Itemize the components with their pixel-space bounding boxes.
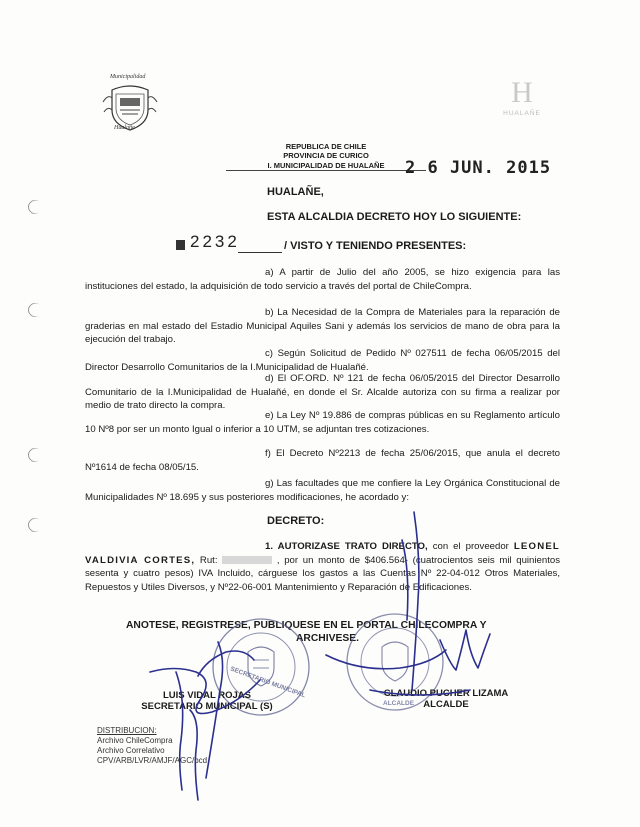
crest-bottom-text: Hualañe — [114, 125, 135, 131]
signatory-right-name: CLAUDIO PUCHER LIZAMA — [383, 688, 509, 699]
header-line-2: PROVINCIA DE CURICO — [283, 151, 369, 160]
paragraph-b-text: b) La Necesidad de la Compra de Materiales para la reparación de graderias en mal estado del Estadio Municipal Aquiles Sani y además los servicios de mano de obra para la ejecución del trabajo. — [85, 307, 560, 345]
article-1-body-2: , por un monto de $406.564- (cuatrocientos seis mil quinientos sesenta y cuatro pesos) IVA Incluido, cárguese los gastos a las Cuentas Nº 22-04-012 Otros Materiales, Repuestos y Utiles Diversos, y Nº22-06-001 Mantenimiento y Reparación de Edificaciones. — [85, 554, 560, 593]
closing-line-1: ANOTESE, REGISTRESE, PUBLIQUESE EN EL PORTAL CHILECOMPRA Y — [126, 620, 487, 631]
paragraph-d-text: d) El OF.ORD. Nº 121 de fecha 06/05/2015 del Director Desarrollo Comunitario de la I.Municipalidad de Hualañé, en donde el Sr. Alcalde autoriza con su firma a realizar por medio de trato directo la compra. — [85, 373, 560, 411]
signatory-left-name: LUIS VIDAL ROJAS — [163, 690, 251, 701]
article-1-body-1: Rut: — [195, 554, 223, 566]
announce-heading: ESTA ALCALDIA DECRETO HOY LO SIGUIENTE: — [267, 211, 522, 223]
paragraph-g-text: g) Las facultades que me confiere la Ley Orgánica Constitucional de Municipalidades Nº 18.695 y sus posteriores modificaciones, he acordado y: — [85, 478, 560, 503]
place-heading: HUALAÑE, — [267, 186, 324, 198]
logo-text: HUALAÑE — [503, 110, 541, 117]
article-1-lead: 1. AUTORIZASE TRATO DIRECTO, — [265, 541, 428, 552]
decree-number: 2232 — [190, 232, 240, 251]
distribution-item: Archivo Correlativo — [97, 746, 165, 755]
decreto-heading: DECRETO: — [267, 515, 325, 527]
distribution-item: Archivo ChileCompra — [97, 736, 173, 745]
signatory-left-title: SECRETARIO MUNICIPAL (S) — [141, 701, 273, 712]
header-line-1: REPUBLICA DE CHILE — [285, 142, 367, 151]
closing-line-2: ARCHIVESE. — [296, 633, 359, 644]
visto-heading: / VISTO Y TENIENDO PRESENTES: — [284, 240, 467, 252]
stamp-right-text: ALCALDE — [383, 700, 415, 707]
distribution-item: CPV/ARB/LVR/AMJF/AGC/bcd — [97, 756, 208, 765]
stamp-left-text: SECRETARIO MUNICIPAL — [229, 665, 307, 700]
logo-mark: H — [511, 76, 533, 109]
paragraph-e-text: e) La Ley Nº 19.886 de compras públicas en su Reglamento artículo 10 Nº8 por ser un monto Igual o inferior a 10 UTM, se adjuntan tres cotizaciones. — [85, 410, 560, 435]
date-stamp: 2 6 JUN. 2015 — [405, 158, 552, 178]
crest-top-text: Municipalidad — [110, 74, 146, 80]
paragraph-c-text: c) Según Solicitud de Pedido Nº 027511 de fecha 06/05/2015 del Director Desarrollo Comunitarios de la I.Municipalidad de Hualañé. — [85, 348, 560, 373]
paragraph-f-text: f) El Decreto Nº2213 de fecha 25/06/2015, que anula el decreto Nº1614 de fecha 08/05/15. — [85, 448, 560, 473]
provider-name: LEONEL VALDIVIA CORTES, — [85, 541, 560, 566]
article-1-lead-rest: con el proveedor — [427, 541, 509, 552]
paragraph-a-text: a) A partir de Julio del año 2005, se hizo exigencia para las instituciones del estado, la adquisición de todo servicio a través del portal de ChileCompra. — [85, 267, 560, 292]
header-line-3: I. MUNICIPALIDAD DE HUALAÑE — [226, 161, 426, 171]
signatory-right-title: ALCALDE — [423, 699, 469, 710]
distribution-title: DISTRIBUCION: — [97, 726, 157, 735]
